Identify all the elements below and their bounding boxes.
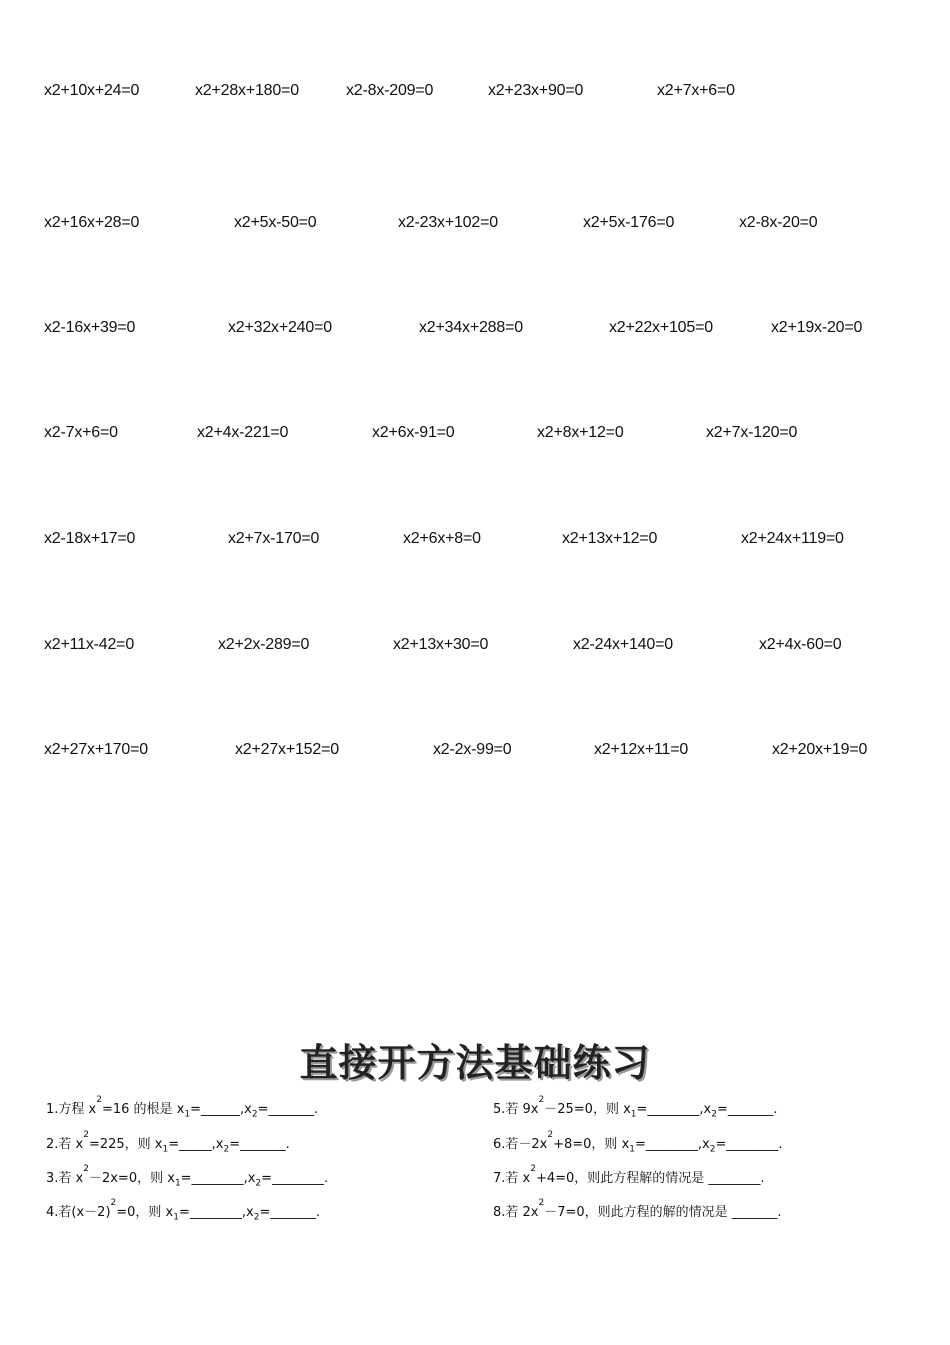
equation: x2-23x+102=0 <box>398 214 498 231</box>
equation: x2-18x+17=0 <box>44 530 136 547</box>
equation: x2+6x-91=0 <box>372 424 455 441</box>
equation: x2+7x-170=0 <box>228 530 320 547</box>
question-6: 6.若$-2x^2+8=0$，则 $x_1=\_\_\_\_\_\_\_\_,x_2=\_\_\_\_\_\_\_\_$. <box>493 1130 783 1155</box>
equation: x2+7x+6=0 <box>657 82 735 99</box>
equation: x2+7x-120=0 <box>706 424 798 441</box>
question-5: 5.若 $9x^2-25=0$，则 $x_1=\_\_\_\_\_\_\_\_,x_2=\_\_\_\_\_\_\_$. <box>493 1095 778 1120</box>
equation: x2-7x+6=0 <box>44 424 118 441</box>
equation: x2+8x+12=0 <box>537 424 624 441</box>
section-title: 直接开方法基础练习 <box>299 1040 651 1085</box>
equation: x2-2x-99=0 <box>433 741 512 758</box>
equation: x2+16x+28=0 <box>44 214 140 231</box>
equation: x2-16x+39=0 <box>44 319 136 336</box>
question-4: 4.若$(x-2)^2=0$，则 $x_1=\_\_\_\_\_\_\_\_,x_2=\_\_\_\_\_\_\_$. <box>46 1198 320 1223</box>
equation: x2+2x-289=0 <box>218 636 310 653</box>
equation: x2+32x+240=0 <box>228 319 332 336</box>
equation: x2+12x+11=0 <box>594 741 689 758</box>
equation: x2+4x-60=0 <box>759 636 842 653</box>
question-3: 3.若 $x^2-2x=0$，则 $x_1=\_\_\_\_\_\_\_\_,x_2=\_\_\_\_\_\_\_\_$. <box>46 1164 329 1189</box>
question-8: 8.若 $2x^2-7=0$，则此方程的解的情况是 _______. <box>493 1198 782 1220</box>
equation: x2+20x+19=0 <box>772 741 868 758</box>
equation: x2+13x+12=0 <box>562 530 658 547</box>
equation: x2+27x+152=0 <box>235 741 339 758</box>
equation: x2+11x-42=0 <box>44 636 135 653</box>
question-7: 7.若 $x^2+4=0$，则此方程解的情况是 ________. <box>493 1164 765 1186</box>
equation: x2+5x-50=0 <box>234 214 317 231</box>
equation: x2+5x-176=0 <box>583 214 675 231</box>
equation: x2+34x+288=0 <box>419 319 523 336</box>
equation: x2-8x-20=0 <box>739 214 818 231</box>
question-2: 2.若 $x^2=225$，则 $x_1=\_\_\_\_\_,x_2=\_\_\_\_\_\_\_$. <box>46 1130 290 1155</box>
equation: x2-8x-209=0 <box>346 82 434 99</box>
question-1: 1.方程 $x^2=16$ 的根是 $x_1=\_\_\_\_\_\_,x_2=\_\_\_\_\_\_\_$. <box>46 1095 319 1120</box>
equation: x2+6x+8=0 <box>403 530 481 547</box>
equation: x2+28x+180=0 <box>195 82 299 99</box>
equation: x2+24x+119=0 <box>741 530 844 547</box>
equation: x2+10x+24=0 <box>44 82 140 99</box>
equation: x2+13x+30=0 <box>393 636 489 653</box>
equation: x2+4x-221=0 <box>197 424 289 441</box>
equation: x2+19x-20=0 <box>771 319 863 336</box>
equation: x2+27x+170=0 <box>44 741 148 758</box>
equation: x2+23x+90=0 <box>488 82 584 99</box>
equation: x2+22x+105=0 <box>609 319 713 336</box>
equation: x2-24x+140=0 <box>573 636 673 653</box>
